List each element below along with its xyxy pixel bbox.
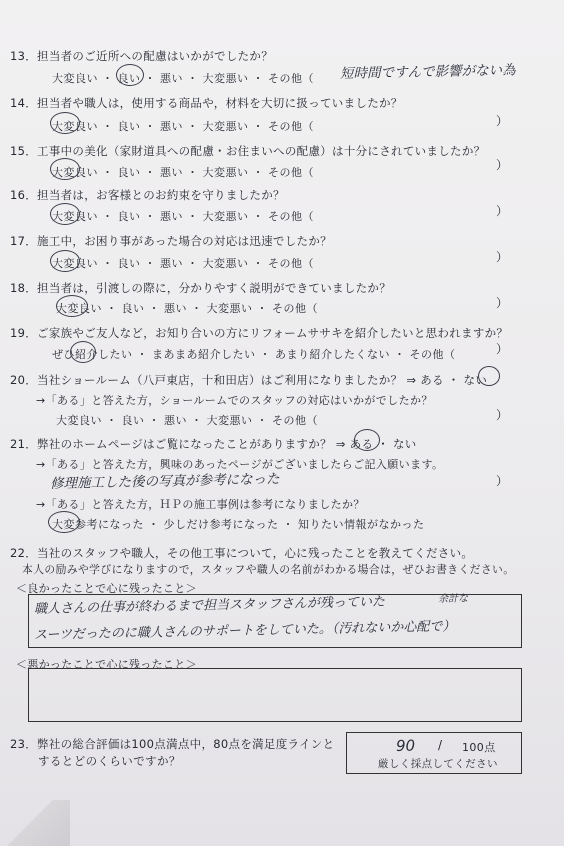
question-19-options: ぜひ紹介したい ・ まあまあ紹介したい ・ あまり紹介したくない ・ その他（ — [52, 348, 456, 361]
score-slash: / — [438, 738, 443, 752]
good-memory-line1: 職人さんの仕事が終わるまで担当スタッフさんが残っていた — [33, 594, 386, 617]
question-20-sub-options: 大変良い ・ 良い ・ 悪い ・ 大変悪い ・ その他（ — [56, 414, 318, 427]
score-note: 厳しく採点してください — [378, 758, 498, 770]
question-22: 22．当社のスタッフや職人，その他工事について，心に残ったことを教えてください。 — [10, 546, 474, 560]
question-15-options: 大変良い ・ 良い ・ 悪い ・ 大変悪い ・ その他（ — [52, 166, 314, 179]
question-16: 16．担当者は，お客様とのお約束を守りましたか？ — [10, 188, 285, 202]
answer-circle — [50, 203, 80, 225]
score-max: 100点 — [462, 741, 496, 754]
question-13: 13．担当者のご近所への配慮はいかがでしたか？ — [10, 49, 274, 63]
answer-circle — [56, 295, 88, 317]
answer-circle — [50, 250, 80, 272]
question-18: 18．担当者は，引渡しの際に，分かりやすく説明ができていましたか？ — [10, 281, 392, 295]
question-23-line1: 23．弊社の総合評価は100点満点中，80点を満足度ラインと — [10, 737, 335, 751]
bad-memory-box — [28, 668, 522, 722]
question-15: 15．工事中の美化（家財道具への配慮・お住まいへの配慮）は十分にされていましたか？ — [10, 144, 486, 158]
question-20: 20．当社ショールーム（八戸東店，十和田店）はご利用になりましたか？ ⇒ ある ・ ない — [10, 373, 488, 387]
question-22-note: 本人の励みや学びになりますので，スタッフや職人の名前がわかる場合は，ぜひお書きください。 — [22, 563, 515, 576]
answer-circle — [48, 511, 80, 533]
question-19: 19．ご家族やご友人など，お知り合いの方にリフォームササキを紹介したいと思われますか？ — [10, 326, 509, 340]
score-value: 90 — [395, 736, 416, 755]
paren-close: ） — [496, 158, 509, 172]
question-21-handwritten-answer: 修理施工した後の写真が参考になった — [49, 471, 280, 492]
question-21-sub2: →「ある」と答えた方，ＨＰの施工事例は参考になりましたか？ — [36, 498, 365, 511]
answer-circle — [116, 64, 144, 86]
question-17-options: 大変良い ・ 良い ・ 悪い ・ 大変悪い ・ その他（ — [52, 257, 314, 270]
question-14-options: 大変良い ・ 良い ・ 悪い ・ 大変悪い ・ その他（ — [52, 120, 314, 133]
paren-close: ） — [496, 250, 509, 264]
good-memory-label: ＜良かったことで心に残ったこと＞ — [16, 582, 197, 595]
question-23-line2: するとどのくらいですか？ — [38, 754, 181, 768]
question-16-options: 大変良い ・ 良い ・ 悪い ・ 大変悪い ・ その他（ — [52, 210, 314, 223]
answer-circle — [50, 158, 80, 180]
paren-close: ） — [496, 408, 509, 422]
answer-circle — [70, 341, 96, 363]
paren-close: ） — [496, 474, 509, 488]
question-21: 21．弊社のホームページはご覧になったことがありますか？ ⇒ ある ・ ない — [10, 437, 417, 451]
good-memory-insert: 余計な — [437, 593, 469, 605]
bad-memory-label: ＜悪かったことで心に残ったこと＞ — [16, 658, 197, 671]
question-21-sub1: →「ある」と答えた方，興味のあったページがございましたらご記入願います。 — [36, 458, 444, 471]
answer-circle — [354, 429, 380, 451]
question-20-sub: →「ある」と答えた方，ショールームでのスタッフの対応はいかがでしたか？ — [36, 394, 433, 407]
question-18-options: 大変良い ・ 良い ・ 悪い ・ 大変悪い ・ その他（ — [56, 302, 318, 315]
page-curl — [0, 800, 70, 846]
good-memory-line2: スーツだったのに職人さんのサポートをしていた。（汚れないか心配で） — [33, 619, 456, 643]
question-13-handwritten-answer: 短時間ですんで影響がない為 — [339, 62, 516, 82]
question-14: 14．担当者や職人は，使用する商品や，材料を大切に扱っていましたか？ — [10, 96, 403, 110]
paren-close: ） — [496, 114, 509, 128]
question-21-sub2-options: 大変参考になった ・ 少しだけ参考になった ・ 知りたい情報がなかった — [52, 518, 425, 531]
answer-circle — [478, 366, 500, 386]
paren-close: ） — [496, 342, 509, 356]
question-13-options: 大変良い ・ 良い ・ 悪い ・ 大変悪い ・ その他（ — [52, 72, 314, 85]
paren-close: ） — [496, 204, 509, 218]
question-17: 17．施工中，お困り事があった場合の対応は迅速でしたか？ — [10, 234, 332, 248]
answer-circle — [50, 112, 80, 134]
paren-close: ） — [496, 296, 509, 310]
